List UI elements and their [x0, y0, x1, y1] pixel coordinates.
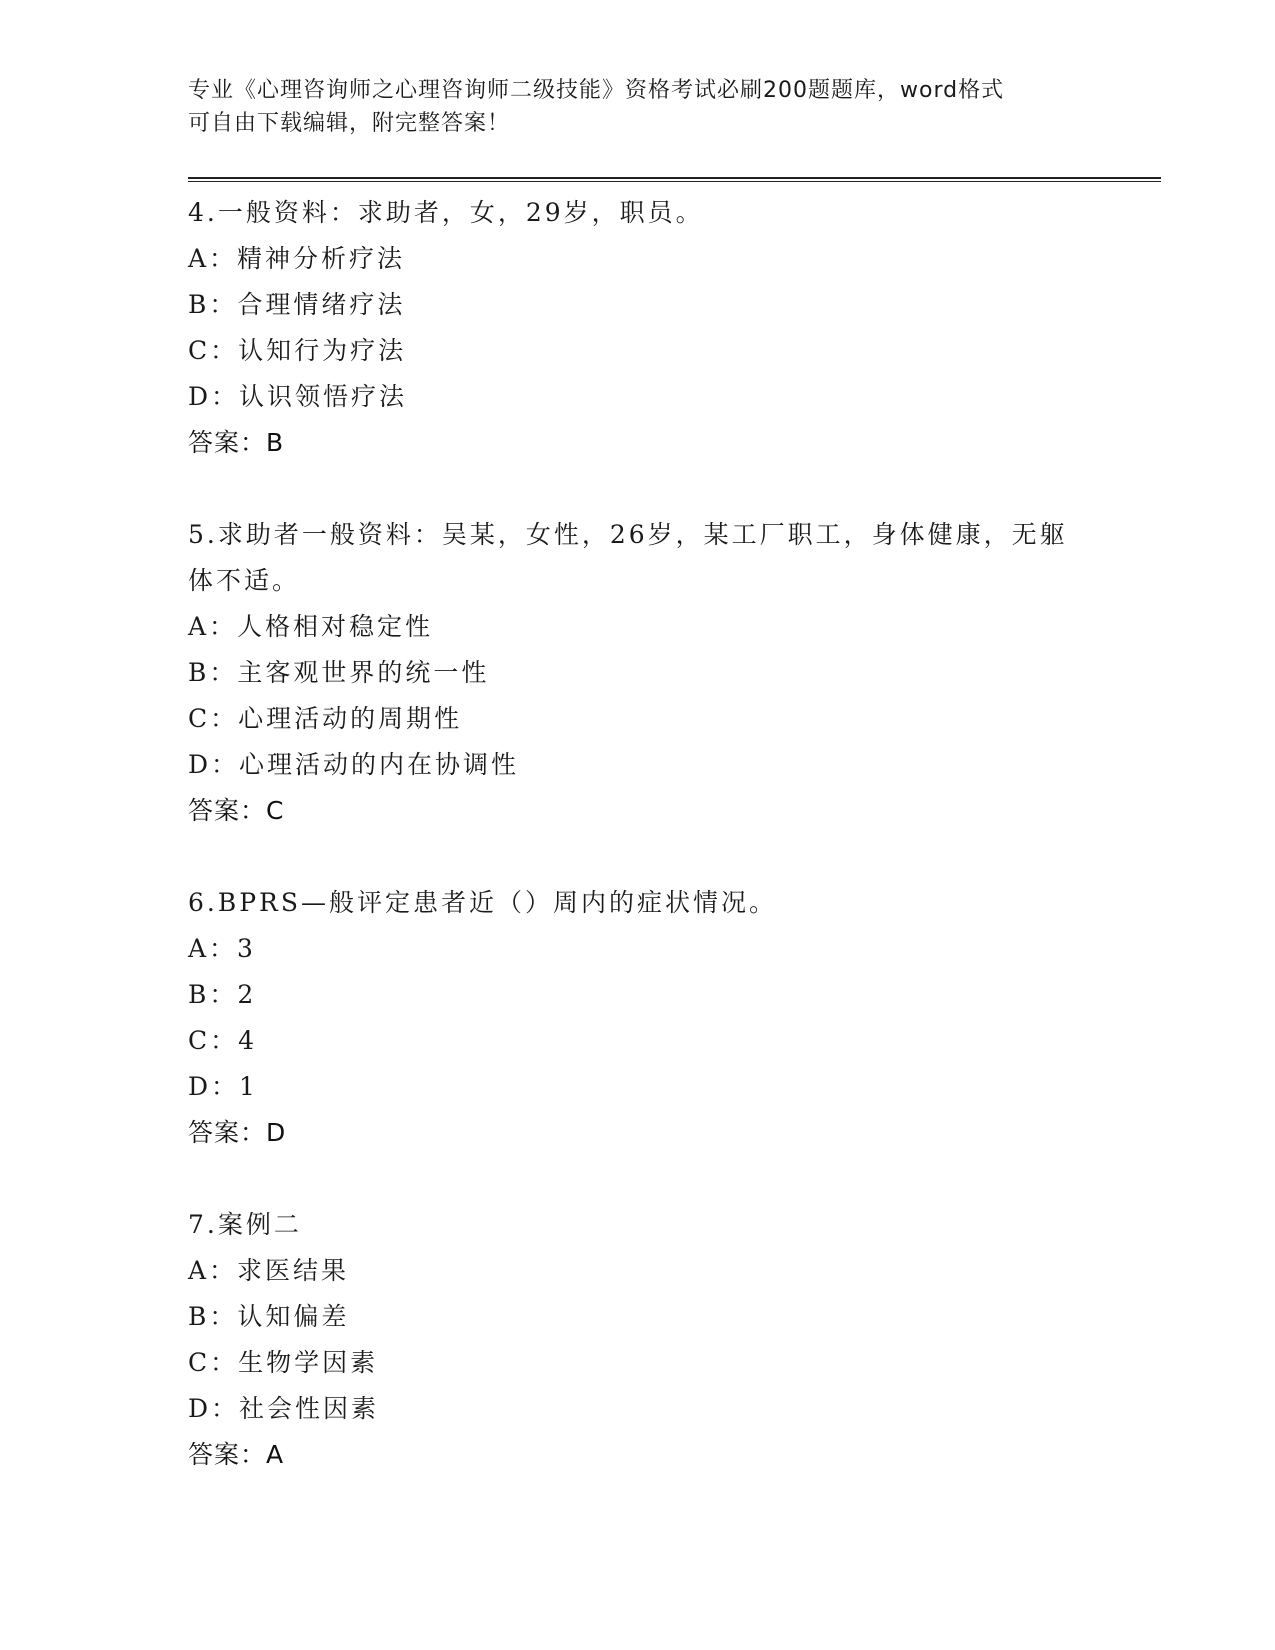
question-stem: 4.一般资料：求助者，女，29岁，职员。: [188, 198, 704, 227]
option-b: B：主客观世界的统一性: [188, 658, 490, 687]
option-a: A：求医结果: [188, 1256, 350, 1285]
question-list: [188, 190, 1068, 1524]
option-b: B：认知偏差: [188, 1302, 350, 1331]
answer: 答案：B: [188, 428, 285, 457]
question-5: [188, 512, 1068, 834]
option-d: D：社会性因素: [188, 1394, 380, 1423]
answer: 答案：C: [188, 796, 285, 825]
answer: 答案：A: [188, 1440, 285, 1469]
option-c: C：认知行为疗法: [188, 336, 407, 365]
question-stem: 7.案例二: [188, 1210, 302, 1239]
option-c: C：心理活动的周期性: [188, 704, 463, 733]
header-divider: [188, 177, 1161, 182]
option-d: D：认识领悟疗法: [188, 382, 408, 411]
question-6: [188, 880, 1068, 1156]
option-c: C：生物学因素: [188, 1348, 379, 1377]
option-a: A：精神分析疗法: [188, 244, 406, 273]
option-d: D：心理活动的内在协调性: [188, 750, 520, 779]
question-stem: 6.BPRS—般评定患者近（）周内的症状情况。: [188, 888, 777, 917]
option-a: A：人格相对稳定性: [188, 612, 434, 641]
document-header: [188, 74, 1068, 140]
answer: 答案：D: [188, 1118, 287, 1147]
header-line-2: 可自由下载编辑，附完整答案！: [188, 111, 511, 136]
question-7: [188, 1202, 1068, 1478]
option-b: B：2: [188, 980, 257, 1009]
option-d: D：1: [188, 1072, 258, 1101]
header-line-1: 专业《心理咨询师之心理咨询师二级技能》资格考试必刷200题题库，word格式: [188, 78, 1005, 103]
question-4: [188, 190, 1068, 466]
option-b: B：合理情绪疗法: [188, 290, 406, 319]
option-c: C：4: [188, 1026, 258, 1055]
question-stem: 5.求助者一般资料：吴某，女性，26岁，某工厂职工，身体健康，无躯体不适。: [188, 520, 1068, 595]
option-a: A：3: [188, 934, 256, 963]
